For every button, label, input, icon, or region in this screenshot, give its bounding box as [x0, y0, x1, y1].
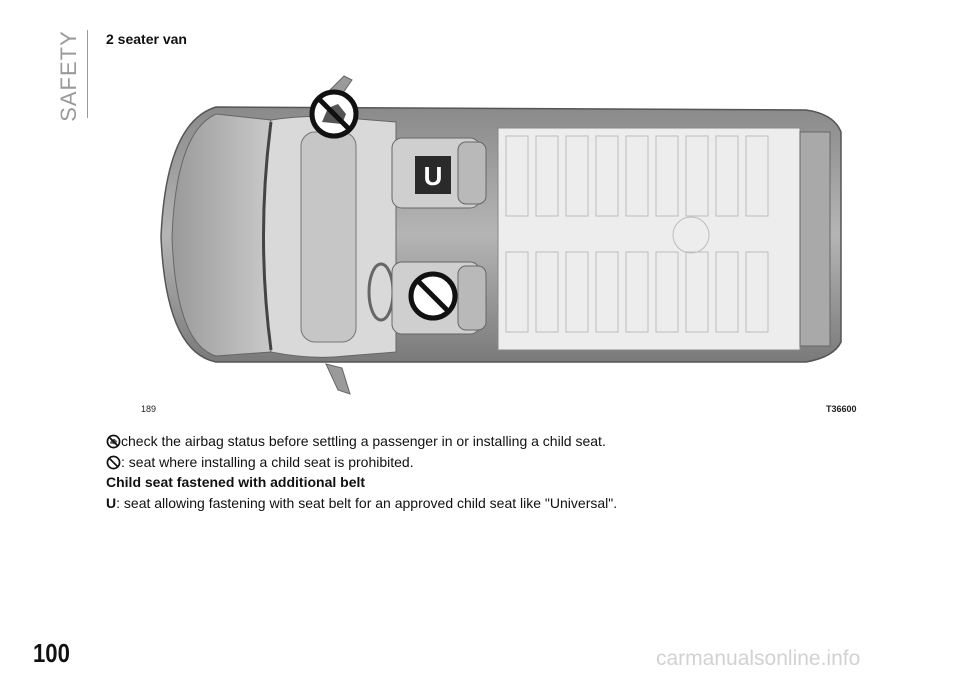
- right-mirror: [326, 364, 350, 394]
- section-divider: [87, 30, 88, 118]
- watermark: carmanualsonline.info: [656, 647, 861, 670]
- caption-airbag-text: check the airbag status before settling a passenger in or installing a child seat.: [121, 433, 606, 449]
- page-number: 100: [33, 638, 70, 668]
- figure-number: 189: [141, 404, 157, 414]
- section-tab: [52, 32, 86, 120]
- caption-subheading: Child seat fastened with additional belt: [106, 474, 366, 490]
- prohibited-seat-icon: [411, 274, 455, 318]
- caption-prohibited: [106, 453, 414, 471]
- van-top-view-figure: [106, 52, 876, 422]
- caption-universal-text: : seat allowing fastening with seat belt for an approved child seat like "Universal".: [116, 495, 618, 511]
- cargo-floor: [498, 128, 800, 350]
- caption-universal: [106, 494, 617, 512]
- caption-airbag: [106, 432, 606, 450]
- figure-code: T36600: [826, 404, 857, 414]
- section-tab-label: SAFETY: [56, 30, 82, 122]
- universal-seat-label: U: [423, 161, 443, 191]
- prohibited-icon: [106, 455, 121, 470]
- page-heading: 2 seater van: [106, 31, 187, 47]
- airbag-warning-figure-icon: [312, 92, 356, 136]
- caption-prohibited-text: : seat where installing a child seat is prohibited.: [121, 454, 414, 470]
- airbag-warning-icon: [106, 434, 121, 449]
- van-hood: [172, 114, 271, 356]
- caption-universal-label: U: [106, 495, 117, 511]
